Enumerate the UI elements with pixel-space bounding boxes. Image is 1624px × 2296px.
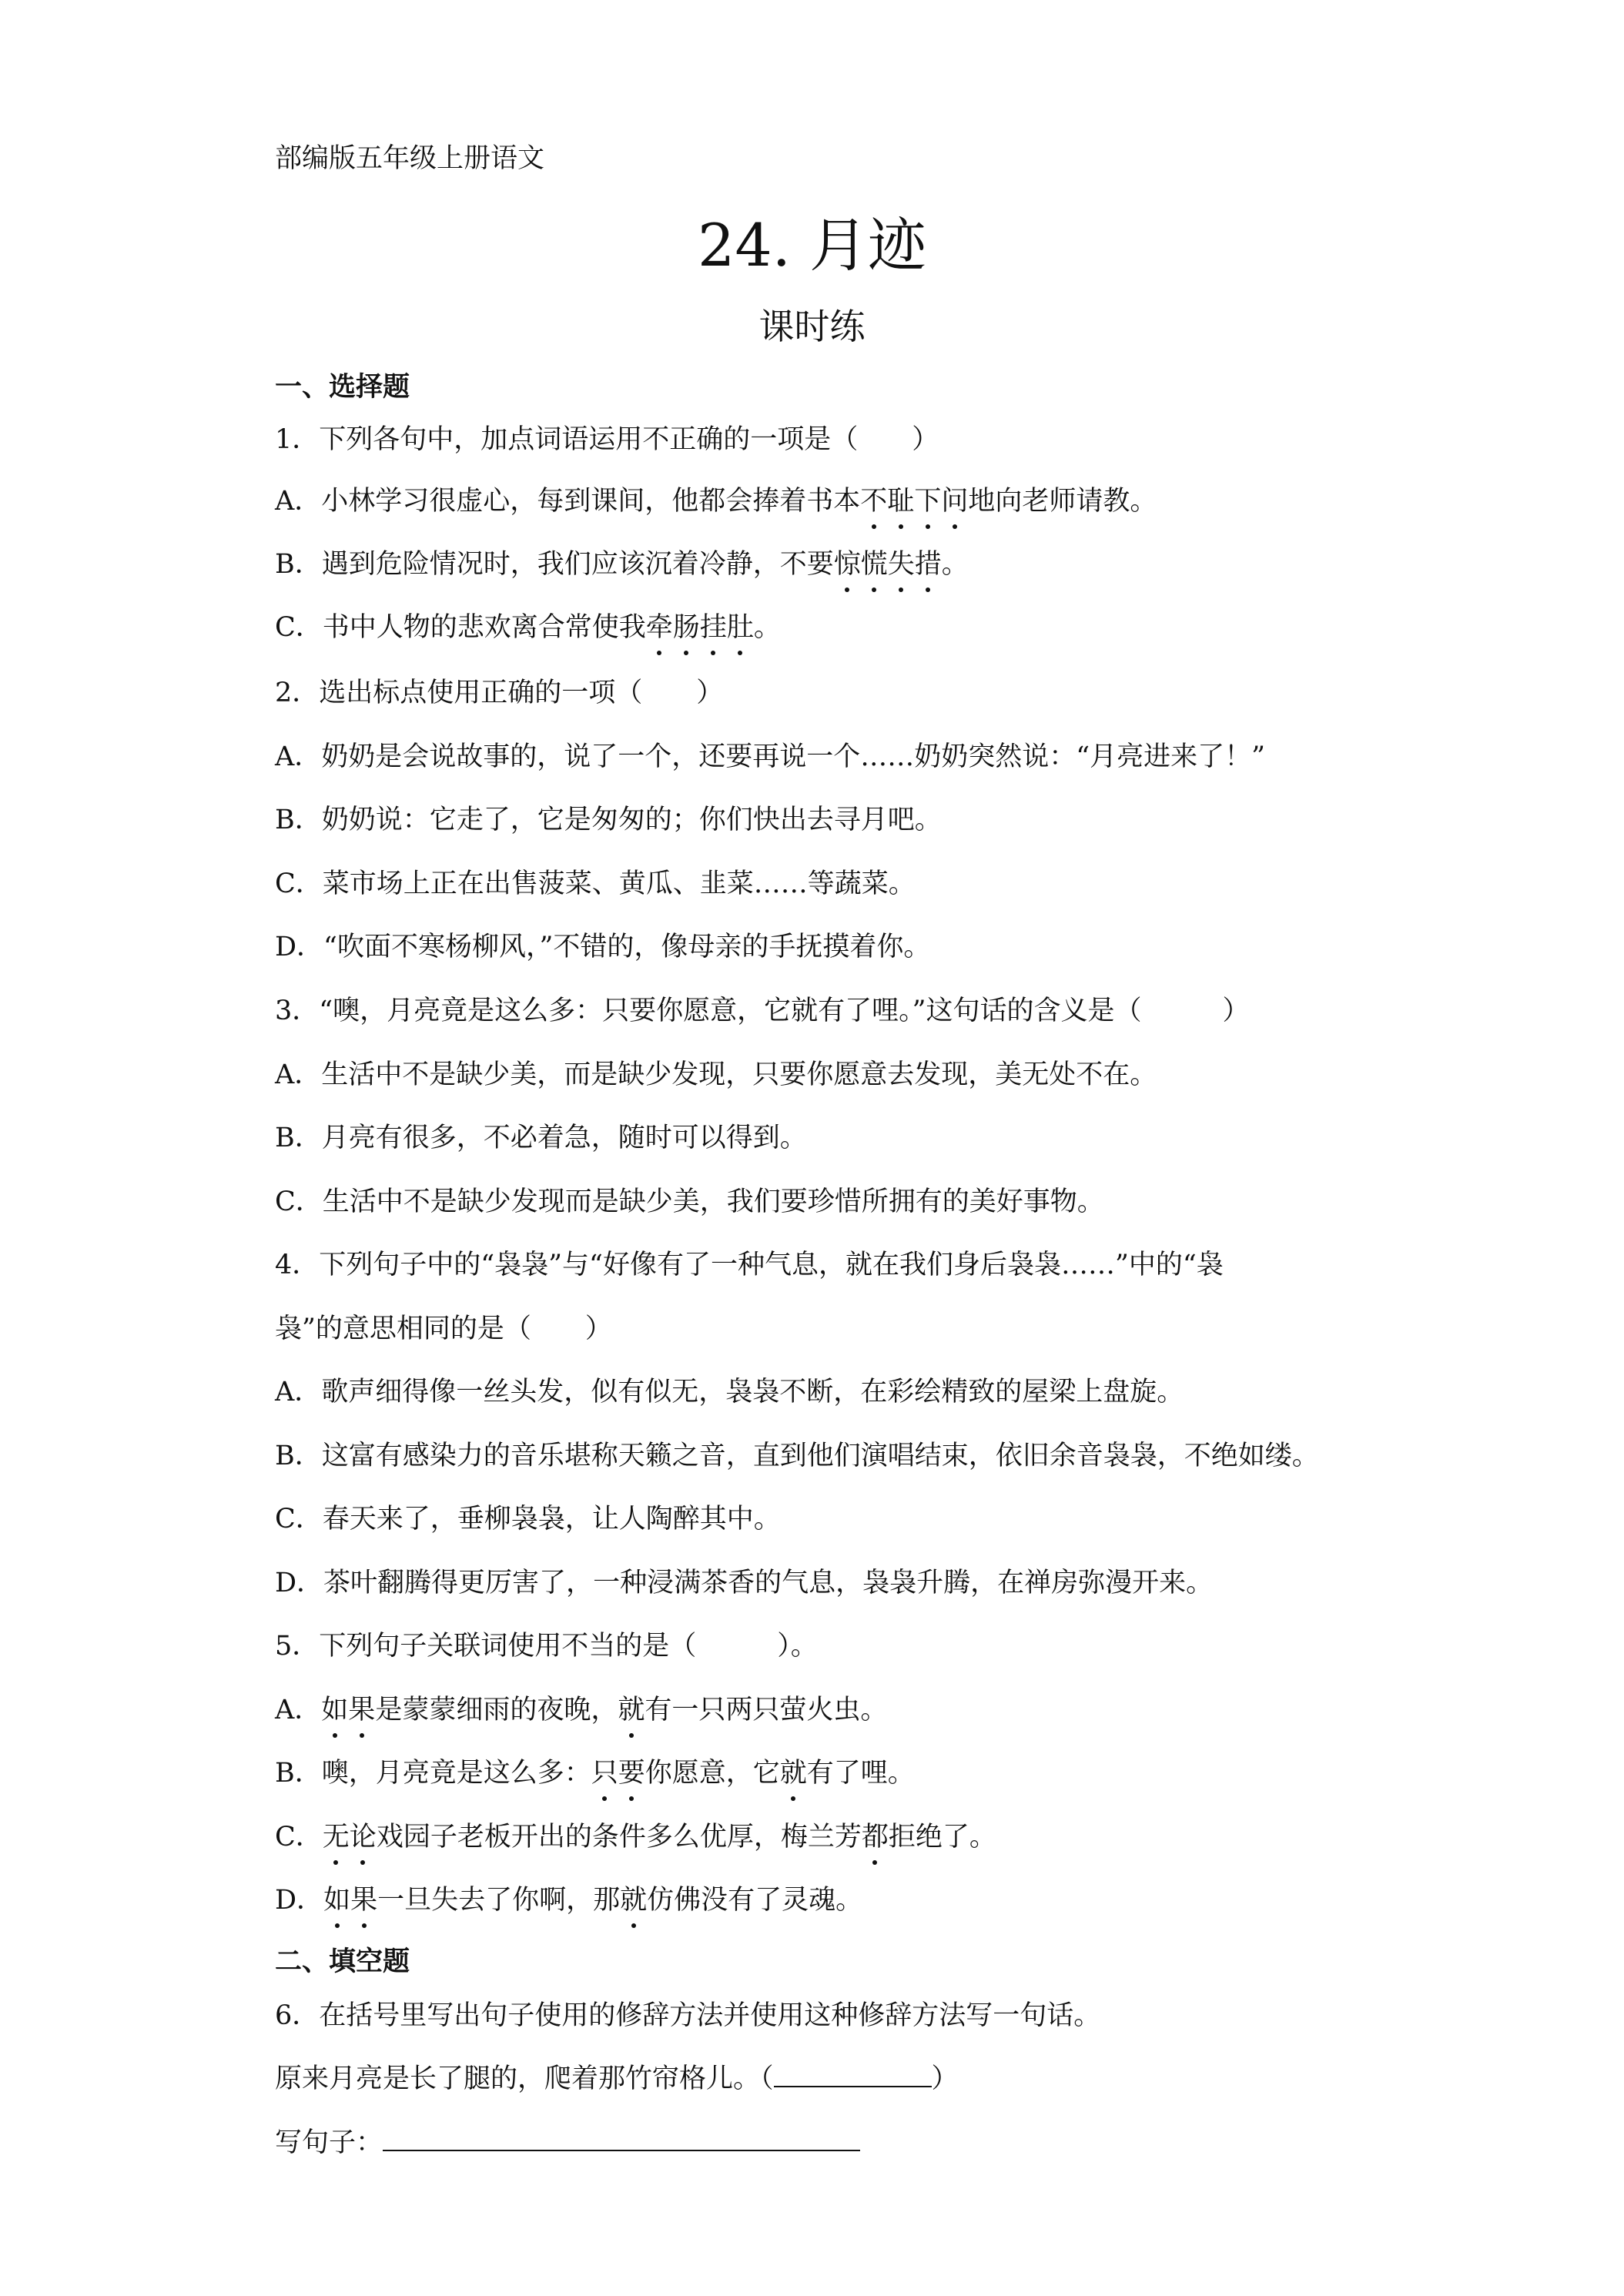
section-heading-fill: 二、填空题 bbox=[275, 1946, 410, 1977]
option-text: 地向老师请教。 bbox=[968, 486, 1157, 517]
question-3-option-c: C．生活中不是缺少发现而是缺少美，我们要珍惜所拥有的美好事物。 bbox=[275, 1186, 1104, 1217]
dotted-char: 果 bbox=[348, 1689, 375, 1727]
question-2-option-c: C．菜市场上正在出售菠菜、黄瓜、韭菜……等蔬菜。 bbox=[275, 869, 916, 899]
dotted-char: 不 bbox=[860, 480, 887, 518]
question-1-stem: 1．下列各句中，加点词语运用不正确的一项是（ ） bbox=[275, 424, 939, 455]
option-text: A． bbox=[275, 1695, 322, 1725]
question-3-option-b: B．月亮有很多，不必着急，随时可以得到。 bbox=[275, 1123, 807, 1153]
dotted-char: 措 bbox=[915, 543, 942, 581]
question-2-option-d: D．“吹面不寒杨柳风，”不错的，像母亲的手抚摸着你。 bbox=[275, 932, 931, 962]
dotted-char: 失 bbox=[888, 543, 915, 581]
question-1-option-c bbox=[275, 606, 781, 644]
write-label: 写句子： bbox=[275, 2127, 383, 2158]
question-2-option-b: B．奶奶说：它走了，它是匆匆的；你们快出去寻月吧。 bbox=[275, 805, 942, 835]
dotted-char: 肠 bbox=[673, 606, 700, 644]
option-text: 有一只两只萤火虫。 bbox=[645, 1695, 888, 1725]
question-3-stem: 3．“噢，月亮竟是这么多：只要你愿意，它就有了哩。”这句话的含义是（ ） bbox=[275, 996, 1250, 1026]
dotted-char: 下 bbox=[914, 480, 941, 518]
question-4-option-c: C．春天来了，垂柳袅袅，让人陶醉其中。 bbox=[275, 1504, 781, 1535]
option-text: 戏园子老板开出的条件多么优厚，梅兰芳 bbox=[376, 1822, 862, 1853]
option-text: D． bbox=[275, 1885, 324, 1916]
rhetoric-answer-blank[interactable] bbox=[774, 2060, 932, 2087]
section-heading-choice: 一、选择题 bbox=[275, 372, 410, 403]
write-sentence-blank[interactable] bbox=[383, 2124, 860, 2151]
option-text: A．小林学习很虚心，每到课间，他都会捧着书本 bbox=[275, 486, 861, 517]
closing-paren: ） bbox=[931, 2063, 959, 2094]
lesson-subtitle: 课时练 bbox=[758, 306, 866, 347]
question-4-stem-cont: 袅”的意思相同的是（ ） bbox=[275, 1314, 612, 1344]
option-text: 。 bbox=[753, 612, 781, 643]
question-4-option-a: A．歌声细得像一丝头发，似有似无，袅袅不断，在彩绘精致的屋梁上盘旋。 bbox=[275, 1377, 1184, 1407]
option-text: 一旦失去了你啊，那 bbox=[377, 1885, 621, 1916]
dotted-char: 如 bbox=[323, 1879, 350, 1917]
question-6-write bbox=[275, 2121, 860, 2160]
dotted-char: 就 bbox=[620, 1879, 647, 1917]
dotted-char: 就 bbox=[618, 1689, 645, 1727]
lesson-title: 24. 月迹 bbox=[697, 211, 927, 279]
option-text: 有了哩。 bbox=[806, 1758, 915, 1789]
question-5-option-a bbox=[275, 1689, 887, 1727]
series-label: 部编版五年级上册语文 bbox=[275, 143, 545, 174]
question-6-stem: 6．在括号里写出句子使用的修辞方法并使用这种修辞方法写一句话。 bbox=[275, 2000, 1101, 2031]
question-4-option-d: D．茶叶翻腾得更厉害了，一种浸满茶香的气息，袅袅升腾，在禅房弥漫开来。 bbox=[275, 1568, 1214, 1598]
question-2-option-a: A．奶奶是会说故事的，说了一个，还要再说一个……奶奶突然说：“月亮进来了！” bbox=[275, 741, 1266, 772]
dotted-char: 论 bbox=[350, 1816, 377, 1854]
dotted-char: 果 bbox=[350, 1879, 377, 1917]
option-text: B．噢，月亮竟是这么多： bbox=[275, 1758, 591, 1789]
sentence-text: 原来月亮是长了腿的，爬着那竹帘格儿。（ bbox=[275, 2063, 774, 2094]
option-text: 是蒙蒙细雨的夜晚， bbox=[375, 1695, 618, 1725]
dotted-char: 问 bbox=[941, 480, 968, 518]
dotted-char: 耻 bbox=[887, 480, 914, 518]
option-text: 你愿意，它 bbox=[645, 1758, 780, 1789]
question-4-stem: 4．下列句子中的“袅袅”与“好像有了一种气息，就在我们身后袅袅……”中的“袅 bbox=[275, 1250, 1224, 1280]
dotted-char: 牵 bbox=[646, 606, 673, 644]
question-1-option-b bbox=[275, 543, 969, 581]
question-6-sentence bbox=[275, 2057, 959, 2096]
option-text: C．书中人物的悲欢离合常使我 bbox=[275, 612, 646, 643]
option-text: 。 bbox=[941, 549, 969, 580]
question-5-option-c bbox=[275, 1816, 996, 1854]
question-4-option-b: B．这富有感染力的音乐堪称天籁之音，直到他们演唱结束，依旧余音袅袅，不绝如缕。 bbox=[275, 1441, 1319, 1471]
dotted-char: 肚 bbox=[727, 606, 754, 644]
dotted-char: 无 bbox=[323, 1816, 350, 1854]
dotted-char: 只 bbox=[591, 1752, 618, 1790]
question-5-option-b bbox=[275, 1752, 915, 1790]
option-text: C． bbox=[275, 1822, 323, 1853]
dotted-char: 挂 bbox=[700, 606, 727, 644]
option-text: B．遇到危险情况时，我们应该沉着冷静，不要 bbox=[275, 549, 834, 580]
option-text: 拒绝了。 bbox=[888, 1822, 996, 1853]
question-2-stem: 2．选出标点使用正确的一项（ ） bbox=[275, 678, 724, 708]
dotted-char: 如 bbox=[321, 1689, 348, 1727]
option-text: 仿佛没有了灵魂。 bbox=[647, 1885, 863, 1916]
dotted-char: 都 bbox=[862, 1816, 889, 1854]
dotted-char: 慌 bbox=[861, 543, 888, 581]
dotted-char: 就 bbox=[780, 1752, 807, 1790]
question-3-option-a: A．生活中不是缺少美，而是缺少发现，只要你愿意去发现，美无处不在。 bbox=[275, 1059, 1157, 1090]
question-5-stem: 5．下列句子关联词使用不当的是（ ）。 bbox=[275, 1631, 818, 1662]
dotted-char: 惊 bbox=[834, 543, 861, 581]
question-1-option-a bbox=[275, 480, 1157, 518]
question-5-option-d bbox=[275, 1879, 862, 1917]
dotted-char: 要 bbox=[618, 1752, 645, 1790]
